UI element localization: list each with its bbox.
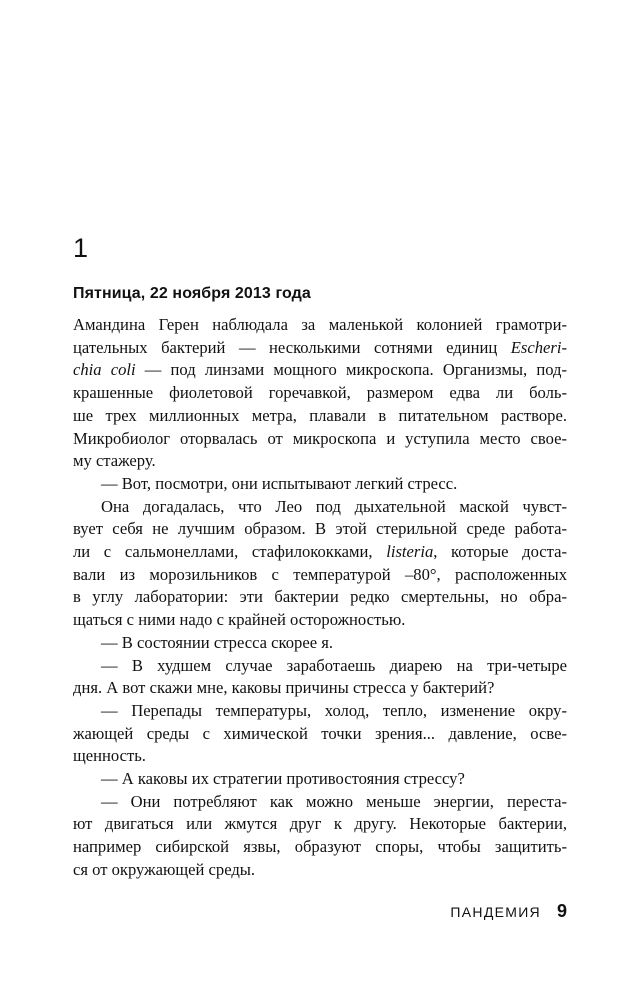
text-line [73,791,567,814]
paragraph [73,655,567,700]
text-segment: в углу лаборатории: эти бактерии редко смертельны, но обра- [73,587,567,607]
text-segment: му стажеру. [73,451,156,471]
paragraph [73,314,567,473]
text-line [73,859,567,882]
text-segment: дня. А вот скажи мне, каковы причины стресса у бактерий? [73,678,495,698]
text-line [73,768,567,791]
text-segment: цательных бактерий — несколькими сотнями единиц [73,337,511,357]
paragraph [73,632,567,655]
text-line [73,632,567,655]
text-line [73,564,567,587]
text-line [73,359,567,382]
paragraph [73,700,567,768]
text-line [73,518,567,541]
text-line [73,813,567,836]
text-segment: — А каковы их стратегии противостояния стрессу? [101,769,465,789]
text-segment: — Вот, посмотри, они испытывают легкий стресс. [101,473,458,493]
text-segment: ся от окружающей среды. [73,859,256,879]
italic-text-segment: listeria [386,542,434,562]
text-segment: Амандина Герен наблюдала за маленькой колонией грамотри- [73,315,567,334]
text-line [73,700,567,723]
paragraph [73,496,567,632]
chapter-date-heading: Пятница, 22 ноября 2013 года [73,285,311,302]
text-line [73,337,567,360]
text-line [73,382,567,405]
text-segment: например сибирской язвы, образуют споры, чтобы защитить- [73,837,567,857]
running-title: ПАНДЕМИЯ [450,904,541,920]
text-segment: жающей среды с химической точки зрения... давление, осве- [73,723,567,743]
text-segment: — В худшем случае заработаешь диарею на три-четыре [101,655,567,675]
text-segment: вали из морозильников с температурой –80°, расположенных [73,564,567,584]
text-line [73,473,567,496]
text-segment: — под линзами мощного микроскопа. Организмы, под- [135,360,568,380]
text-line [73,745,567,768]
text-segment: ше трех миллионных метра, плавали в питательном растворе. [73,405,567,425]
paragraph [73,768,567,791]
paragraph [73,791,567,882]
text-line [73,836,567,859]
text-line [73,450,567,473]
page-footer [450,901,567,922]
page-number: 9 [556,901,567,921]
text-segment: ли с сальмонеллами, стафилококками, [73,542,387,562]
text-line [73,405,567,428]
text-line [73,586,567,609]
text-segment: , которые доста- [433,542,567,562]
text-segment: щаться с ними надо с крайней осторожностью. [73,610,406,630]
text-segment: крашенные фиолетовой горечавкой, размером едва ли боль- [73,383,567,403]
text-segment: Она догадалась, что Лео под дыхательной маской чувст- [101,496,567,516]
paragraph [73,473,567,496]
text-line [73,314,567,337]
italic-text-segment: Escheri- [510,337,567,357]
text-line [73,609,567,632]
chapter-body-text [73,314,567,882]
text-line [73,655,567,678]
text-line [73,541,567,564]
text-segment: — В состоянии стресса скорее я. [101,632,334,652]
text-segment: ют двигаться или жмутся друг к другу. Некоторые бактерии, [73,814,567,834]
text-segment: — Перепады температуры, холод, тепло, изменение окру- [101,700,567,720]
text-segment: вует себя не лучшим образом. В этой стерильной среде работа- [73,519,567,539]
text-segment: Микробиолог оторвалась от микроскопа и уступила место свое- [73,428,567,448]
italic-text-segment: chia coli [73,360,136,380]
text-line [73,428,567,451]
text-line [73,496,567,519]
text-line [73,723,567,746]
chapter-number: 1 [73,233,89,263]
text-line [73,677,567,700]
text-segment: щенность. [73,746,146,766]
text-segment: — Они потребляют как можно меньше энергии, переста- [101,791,567,811]
